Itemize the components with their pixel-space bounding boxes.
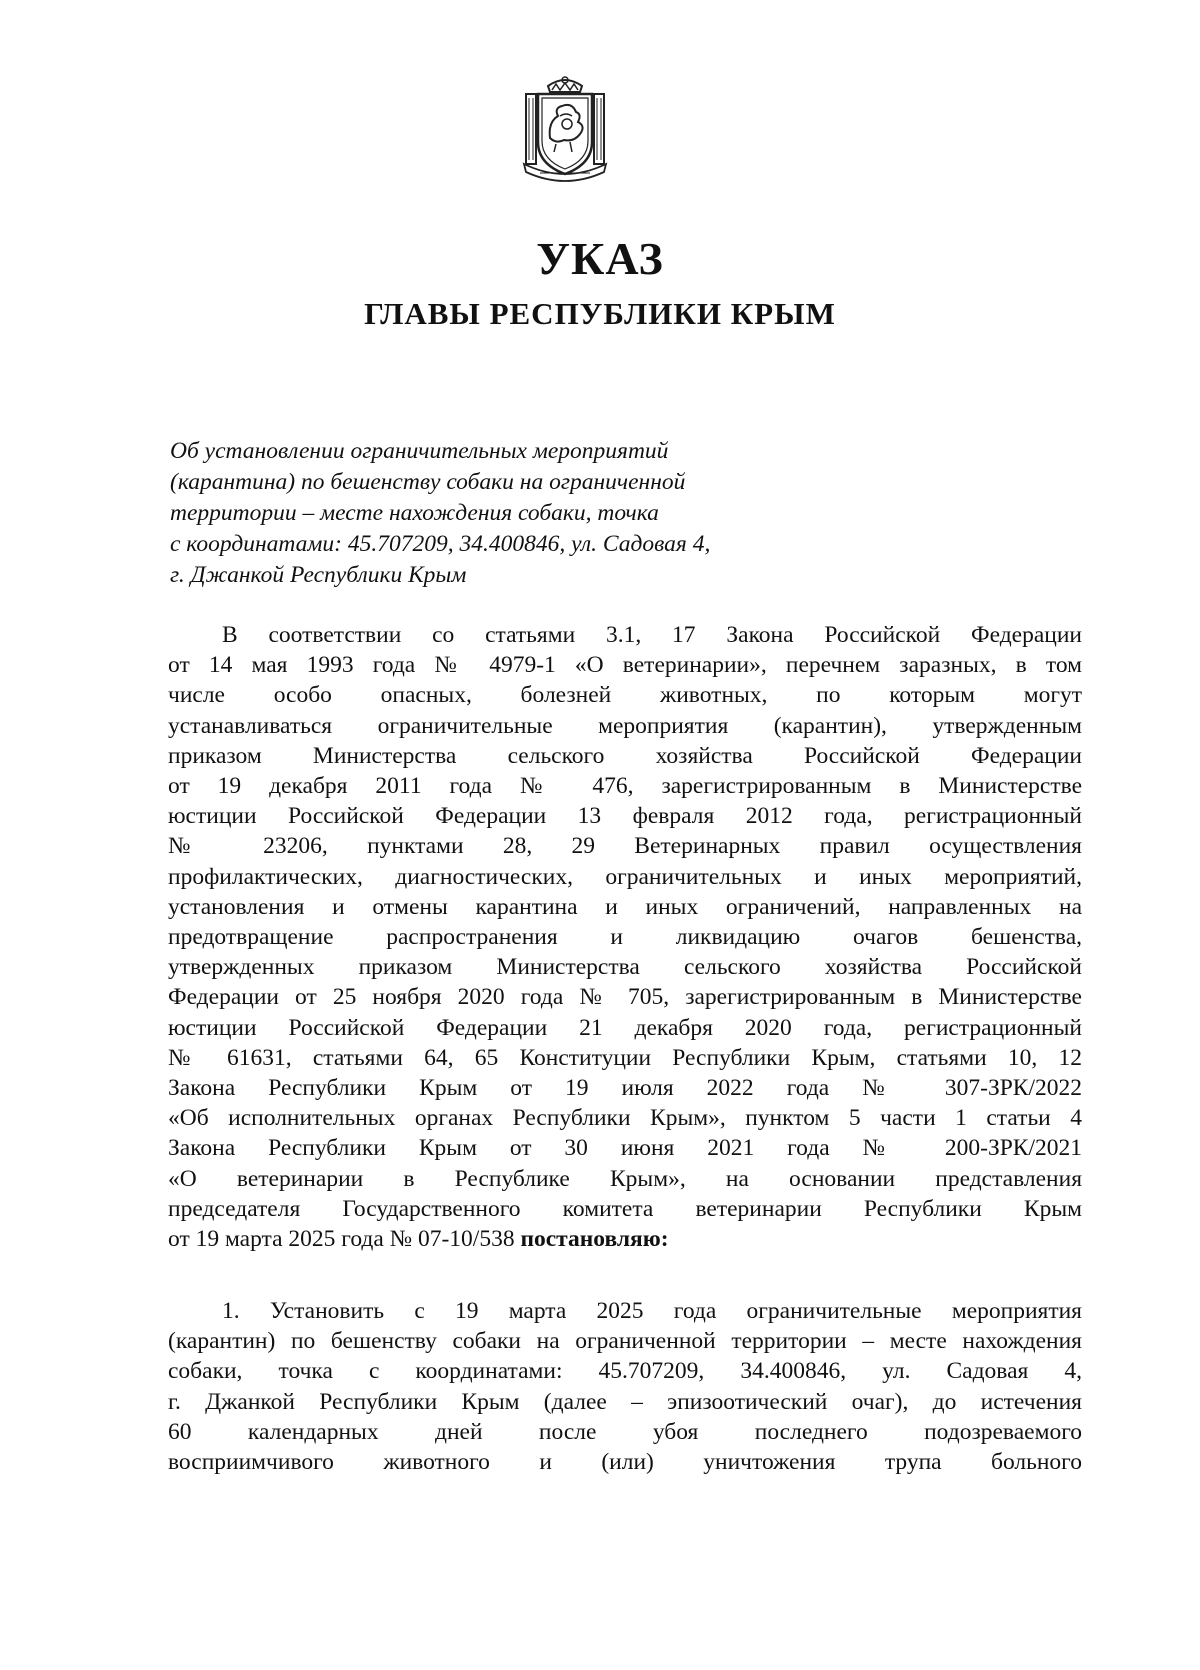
decree-issuer-title: ГЛАВЫ РЕСПУБЛИКИ КРЫМ — [364, 296, 836, 331]
preamble-line: В соответствии со статьями 3.1, 17 Закона Российской Федерации — [222, 622, 1082, 648]
preamble-line: установления и отмены карантина и иных ограничений, направленных на — [168, 893, 1082, 920]
item-1-line: восприимчивого животного и (или) уничтожения трупа больного — [168, 1449, 1082, 1476]
item-1-paragraph — [168, 1296, 1082, 1477]
preamble-line: утвержденных приказом Министерства сельского хозяйства Российской — [168, 954, 1082, 981]
subject-line: (карантина) по бешенству собаки на ограниченной — [170, 469, 686, 495]
item-1-line: собаки, точка с координатами: 45.707209, 34.400846, ул. Садовая 4, — [168, 1358, 1082, 1385]
subject-line: территории – месте нахождения собаки, точка — [170, 500, 659, 526]
resolve-word: постановляю: — [520, 1226, 669, 1253]
preamble-line: числе особо опасных, болезней животных, по которым могут — [168, 682, 1082, 709]
subject-line: Об установлении ограничительных мероприятий — [170, 438, 669, 464]
preamble-line: «О ветеринарии в Республике Крым», на основании представления — [168, 1165, 1082, 1192]
preamble-line: Закона Республики Крым от 19 июля 2022 года № 307-ЗРК/2022 — [168, 1075, 1082, 1102]
preamble-line: юстиции Российской Федерации 13 февраля 2012 года, регистрационный — [168, 803, 1082, 830]
preamble-line: юстиции Российской Федерации 21 декабря 2020 года, регистрационный — [168, 1014, 1082, 1041]
subject-line: с координатами: 45.707209, 34.400846, ул. Садовая 4, — [170, 531, 711, 557]
preamble-line: «Об исполнительных органах Республики Крым», пунктом 5 части 1 статьи 4 — [168, 1105, 1082, 1132]
preamble-paragraph — [168, 620, 1082, 1254]
preamble-line: предотвращение распространения и ликвидацию очагов бешенства, — [168, 924, 1082, 951]
decree-title: УКАЗ — [536, 233, 664, 284]
item-1-line: 60 календарных дней после убоя последнего подозреваемого — [168, 1418, 1082, 1445]
preamble-line: № 23206, пунктами 28, 29 Ветеринарных правил осуществления — [168, 833, 1082, 860]
item-1-line: 1. Установить с 19 марта 2025 года ограничительные мероприятия — [222, 1298, 1082, 1324]
decree-subject — [170, 436, 810, 591]
preamble-line: председателя Государственного комитета ветеринарии Республики Крым — [168, 1195, 1082, 1222]
preamble-line: приказом Министерства сельского хозяйства Российской Федерации — [168, 742, 1082, 769]
preamble-last-line — [168, 1224, 1082, 1254]
preamble-line: Закона Республики Крым от 30 июня 2021 года № 200-ЗРК/2021 — [168, 1135, 1082, 1162]
preamble-line: профилактических, диагностических, ограничительных и иных мероприятий, — [168, 863, 1082, 890]
preamble-line: устанавливаться ограничительные мероприятия (карантин), утвержденным — [168, 712, 1082, 739]
preamble-line: от 19 декабря 2011 года № 476, зарегистрированным в Министерстве — [168, 773, 1082, 800]
item-1-line: (карантин) по бешенству собаки на ограниченной территории – месте нахождения — [168, 1328, 1082, 1355]
preamble-last-line-text: от 19 марта 2025 года № 07-10/538 — [168, 1226, 515, 1253]
crimea-coat-of-arms-emblem — [520, 72, 610, 182]
subject-line: г. Джанкой Республики Крым — [170, 562, 467, 588]
preamble-line: от 14 мая 1993 года № 4979-1 «О ветеринарии», перечнем заразных, в том — [168, 652, 1082, 679]
preamble-line: № 61631, статьями 64, 65 Конституции Республики Крым, статьями 10, 12 — [168, 1044, 1082, 1071]
item-1-line: г. Джанкой Республики Крым (далее – эпизоотический очаг), до истечения — [168, 1388, 1082, 1415]
preamble-line: Федерации от 25 ноября 2020 года № 705, зарегистрированным в Министерстве — [168, 984, 1082, 1011]
